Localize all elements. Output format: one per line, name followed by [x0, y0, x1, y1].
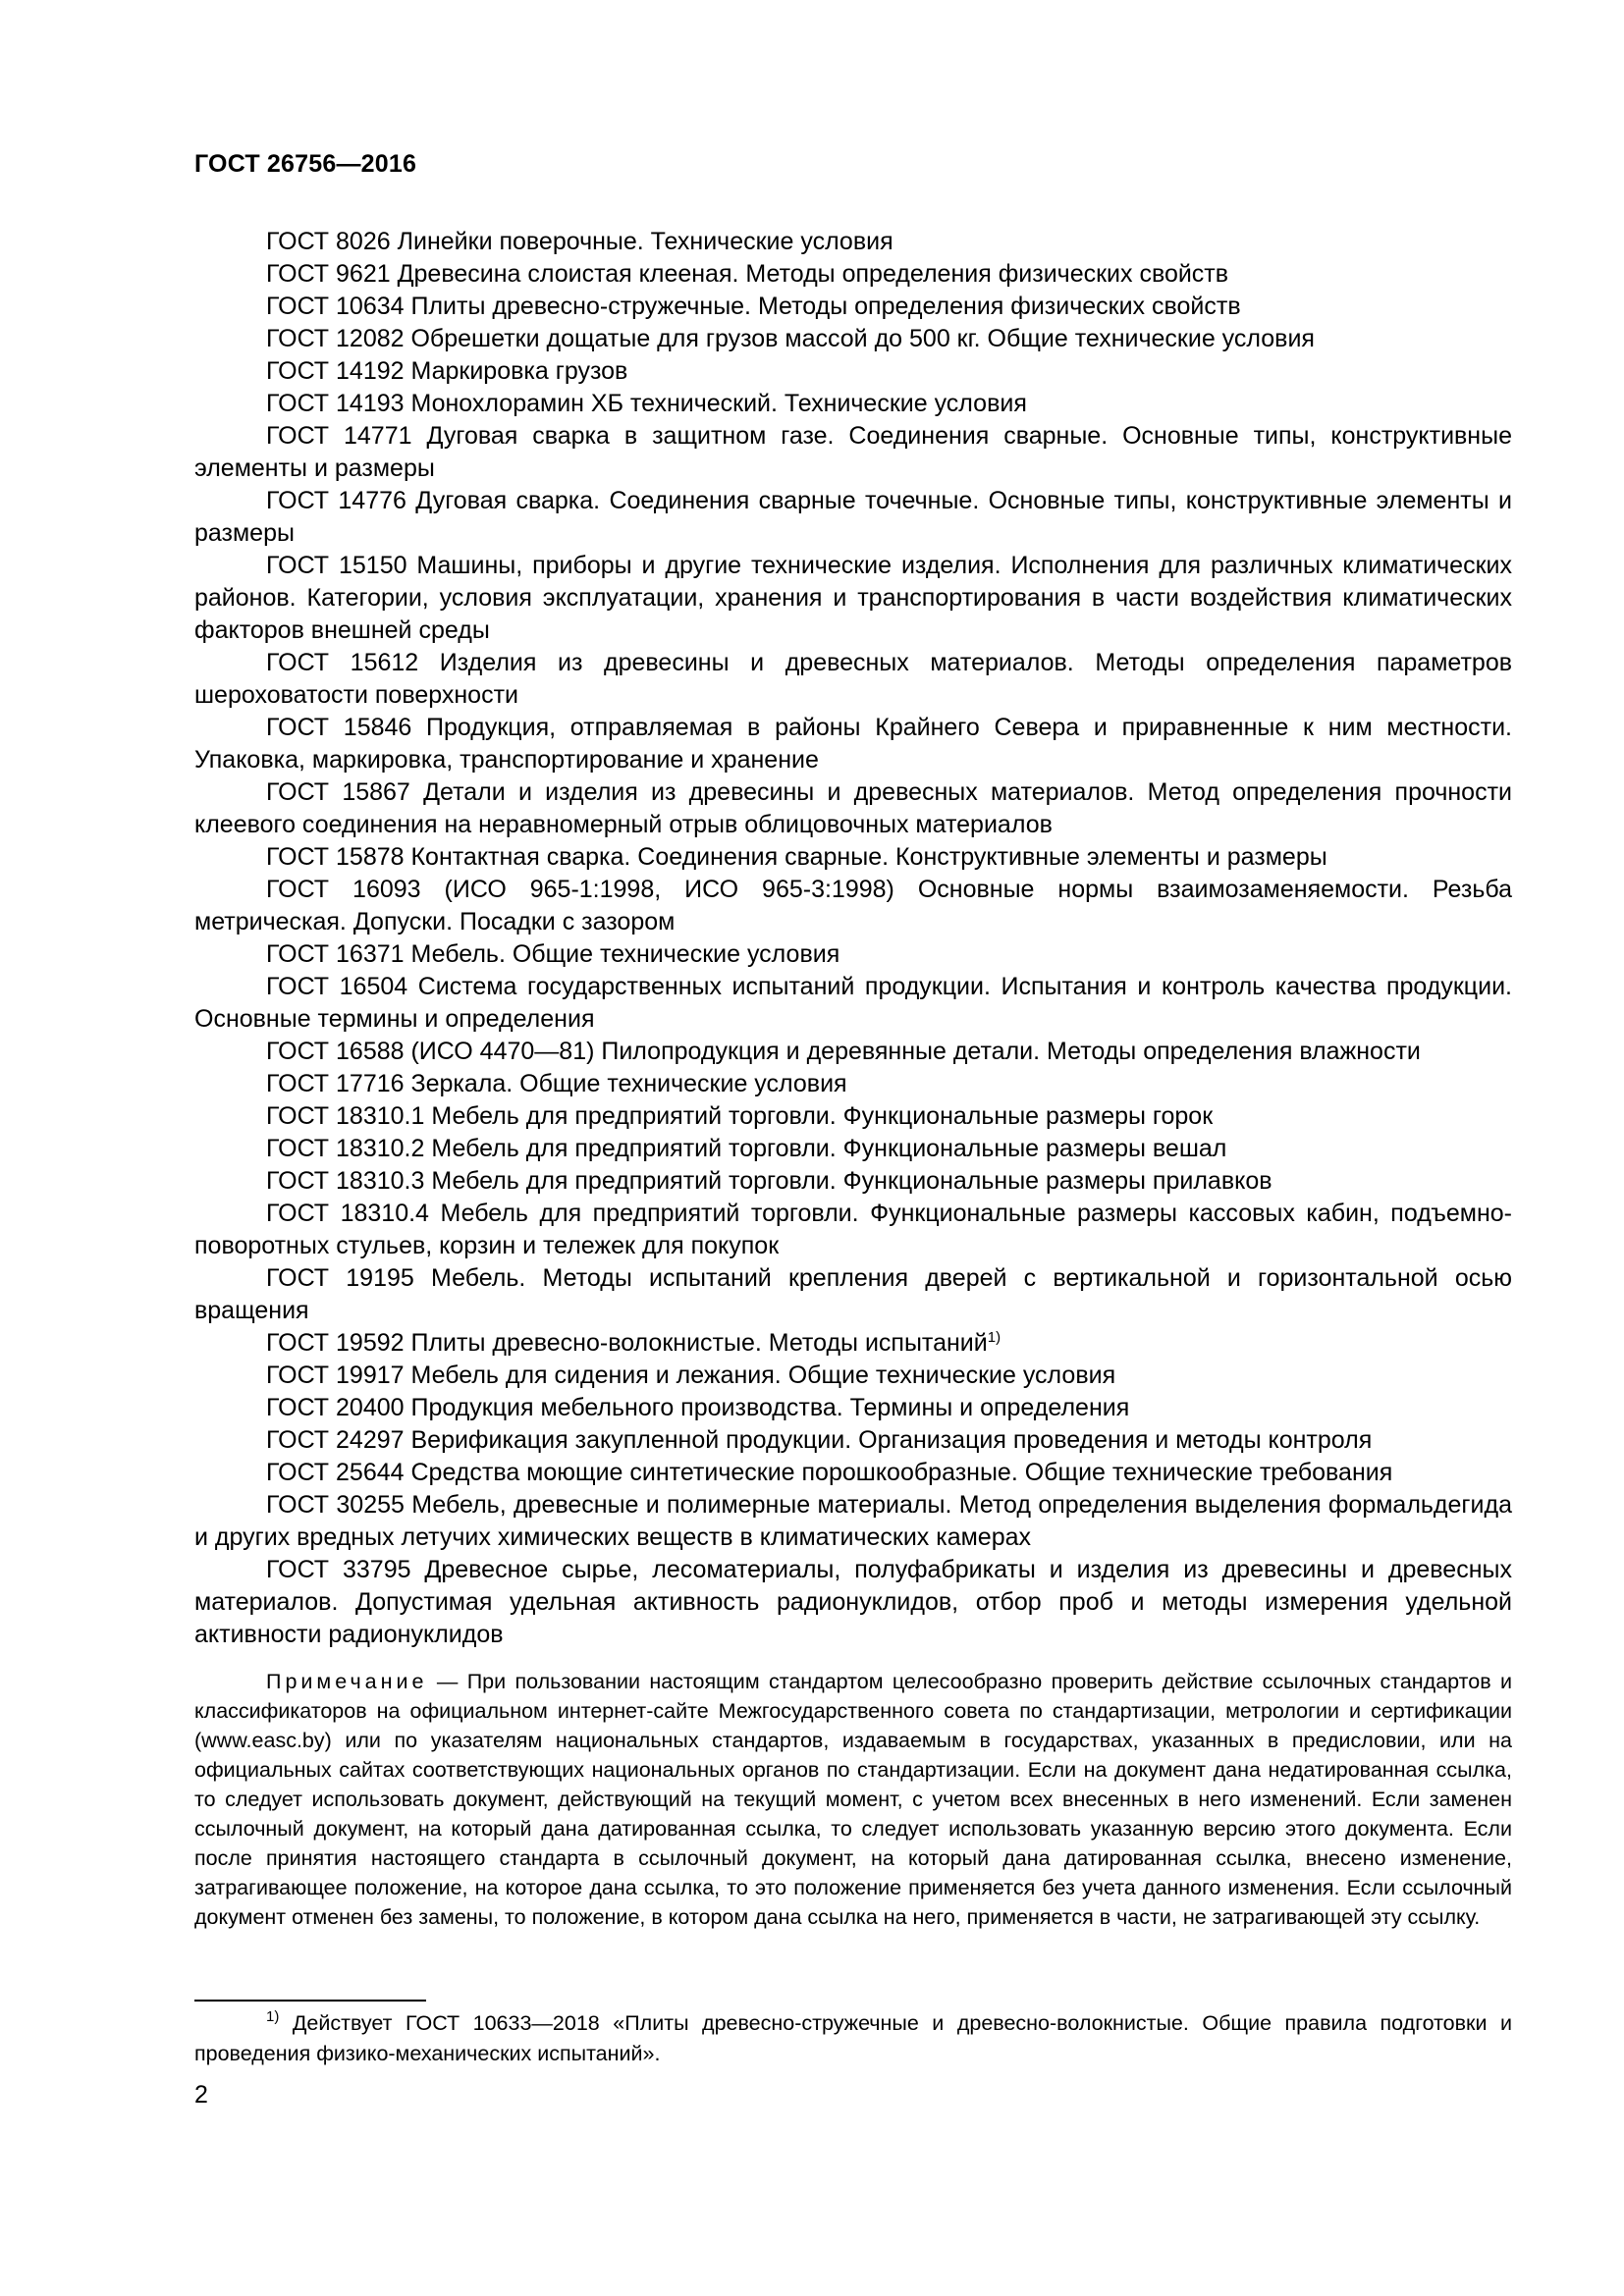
- reference-item: ГОСТ 18310.3 Мебель для предприятий торговли. Функциональные размеры прилавков: [266, 1167, 1272, 1195]
- note-text: — При пользовании настоящим стандартом целесообразно проверить действие ссылочных стандартов и классификаторов на официальном интернет-сайте Межгосударственного совета по стандартизации, метрологии и сертификации (www.easc.by) или по указателям национальных стандартов, издаваемым в государствах, указанных в предисловии, или на официальных сайтах соответствующих национальных органов по стандартизации. Если на документ дана недатированная ссылка, то следует использовать документ, действующий на текущий момент, с учетом всех внесенных в него изменений. Если заменен ссылочный документ, на который дана датированная ссылка, то следует использовать указанную версию этого документа. Если после принятия настоящего стандарта в ссылочный документ, на который дана датированная ссылка, внесено изменение, затрагивающее положение, на которое дана ссылка, то это положение применяется без учета данного изменения. Если ссылочный документ отменен без замены, то положение, в котором дана ссылка на него, применяется в части, не затрагивающей эту ссылку.: [194, 1670, 1512, 1929]
- normative-references-list: [194, 226, 1512, 1651]
- reference-text: ГОСТ 19592 Плиты древесно-волокнистые. Методы испытаний: [266, 1329, 988, 1357]
- reference-item: ГОСТ 19195 Мебель. Методы испытаний крепления дверей с вертикальной и горизонтальной осью вращения: [194, 1264, 1512, 1324]
- document-header: ГОСТ 26756—2016: [194, 150, 417, 178]
- note-paragraph: [194, 1667, 1512, 1932]
- reference-item: ГОСТ 14771 Дуговая сварка в защитном газе. Соединения сварные. Основные типы, конструктивные элементы и размеры: [194, 422, 1512, 482]
- footnote-separator: [194, 2000, 426, 2002]
- reference-item: ГОСТ 8026 Линейки поверочные. Технические условия: [266, 228, 893, 255]
- reference-item: ГОСТ 17716 Зеркала. Общие технические условия: [266, 1070, 847, 1097]
- footnote-paragraph: [194, 2008, 1512, 2069]
- reference-item: ГОСТ 18310.2 Мебель для предприятий торговли. Функциональные размеры вешал: [266, 1135, 1227, 1162]
- page-number: 2: [194, 2081, 208, 2109]
- reference-item: ГОСТ 15612 Изделия из древесины и древесных материалов. Методы определения параметров шероховатости поверхности: [194, 649, 1512, 709]
- reference-item: ГОСТ 16588 (ИСО 4470—81) Пилопродукция и деревянные детали. Методы определения влажности: [266, 1038, 1421, 1065]
- reference-item: ГОСТ 14776 Дуговая сварка. Соединения сварные точечные. Основные типы, конструктивные элементы и размеры: [194, 487, 1512, 547]
- reference-item: ГОСТ 19917 Мебель для сидения и лежания. Общие технические условия: [266, 1362, 1116, 1389]
- reference-item: ГОСТ 15867 Детали и изделия из древесины и древесных материалов. Метод определения прочности клеевого соединения на неравномерный отрыв облицовочных материалов: [194, 778, 1512, 838]
- reference-item: ГОСТ 14192 Маркировка грузов: [266, 357, 628, 385]
- reference-item: ГОСТ 12082 Обрешетки дощатые для грузов массой до 500 кг. Общие технические условия: [266, 325, 1315, 352]
- reference-item: ГОСТ 18310.1 Мебель для предприятий торговли. Функциональные размеры горок: [266, 1102, 1214, 1130]
- footnote-marker: 1): [266, 2008, 280, 2025]
- footnote-ref: 1): [987, 1329, 1001, 1346]
- reference-item: ГОСТ 10634 Плиты древесно-стружечные. Методы определения физических свойств: [266, 293, 1241, 320]
- reference-item: ГОСТ 15846 Продукция, отправляемая в районы Крайнего Севера и приравненные к ним местности. Упаковка, маркировка, транспортирование и хранение: [194, 714, 1512, 774]
- note-block: [194, 1667, 1512, 1932]
- footnote-text: Действует ГОСТ 10633—2018 «Плиты древесно-стружечные и древесно-волокнистые. Общие правила подготовки и проведения физико-механических испытаний».: [194, 2011, 1512, 2065]
- reference-item: ГОСТ 16371 Мебель. Общие технические условия: [266, 940, 840, 968]
- reference-item: ГОСТ 15150 Машины, приборы и другие технические изделия. Исполнения для различных климатических районов. Категории, условия эксплуатации, хранения и транспортирования в части воздействия климатических факторов внешней среды: [194, 552, 1512, 644]
- note-label: Примечание: [266, 1670, 428, 1693]
- reference-item: ГОСТ 18310.4 Мебель для предприятий торговли. Функциональные размеры кассовых кабин, подъемно-поворотных стульев, корзин и тележек для покупок: [194, 1200, 1512, 1259]
- footnote: [194, 2008, 1512, 2069]
- reference-item: ГОСТ 33795 Древесное сырье, лесоматериалы, полуфабрикаты и изделия из древесины и древесных материалов. Допустимая удельная активность радионуклидов, отбор проб и методы измерения удельной активности радионуклидов: [194, 1556, 1512, 1648]
- reference-item: ГОСТ 30255 Мебель, древесные и полимерные материалы. Метод определения выделения формальдегида и других вредных летучих химических веществ в климатических камерах: [194, 1491, 1512, 1551]
- reference-item: ГОСТ 9621 Древесина слоистая клееная. Методы определения физических свойств: [266, 260, 1229, 288]
- reference-item: ГОСТ 20400 Продукция мебельного производства. Термины и определения: [266, 1394, 1130, 1421]
- reference-item: ГОСТ 15878 Контактная сварка. Соединения сварные. Конструктивные элементы и размеры: [266, 843, 1327, 871]
- reference-item: ГОСТ 16504 Система государственных испытаний продукции. Испытания и контроль качества продукции. Основные термины и определения: [194, 973, 1512, 1033]
- reference-item: ГОСТ 16093 (ИСО 965-1:1998, ИСО 965-3:1998) Основные нормы взаимозаменяемости. Резьба метрическая. Допуски. Посадки с зазором: [194, 876, 1512, 935]
- reference-item: ГОСТ 25644 Средства моющие синтетические порошкообразные. Общие технические требования: [266, 1459, 1393, 1486]
- reference-item: ГОСТ 14193 Монохлорамин ХБ технический. Технические условия: [266, 390, 1027, 417]
- reference-item-with-footnote: [194, 1327, 1512, 1360]
- reference-item: ГОСТ 24297 Верификация закупленной продукции. Организация проведения и методы контроля: [266, 1426, 1373, 1454]
